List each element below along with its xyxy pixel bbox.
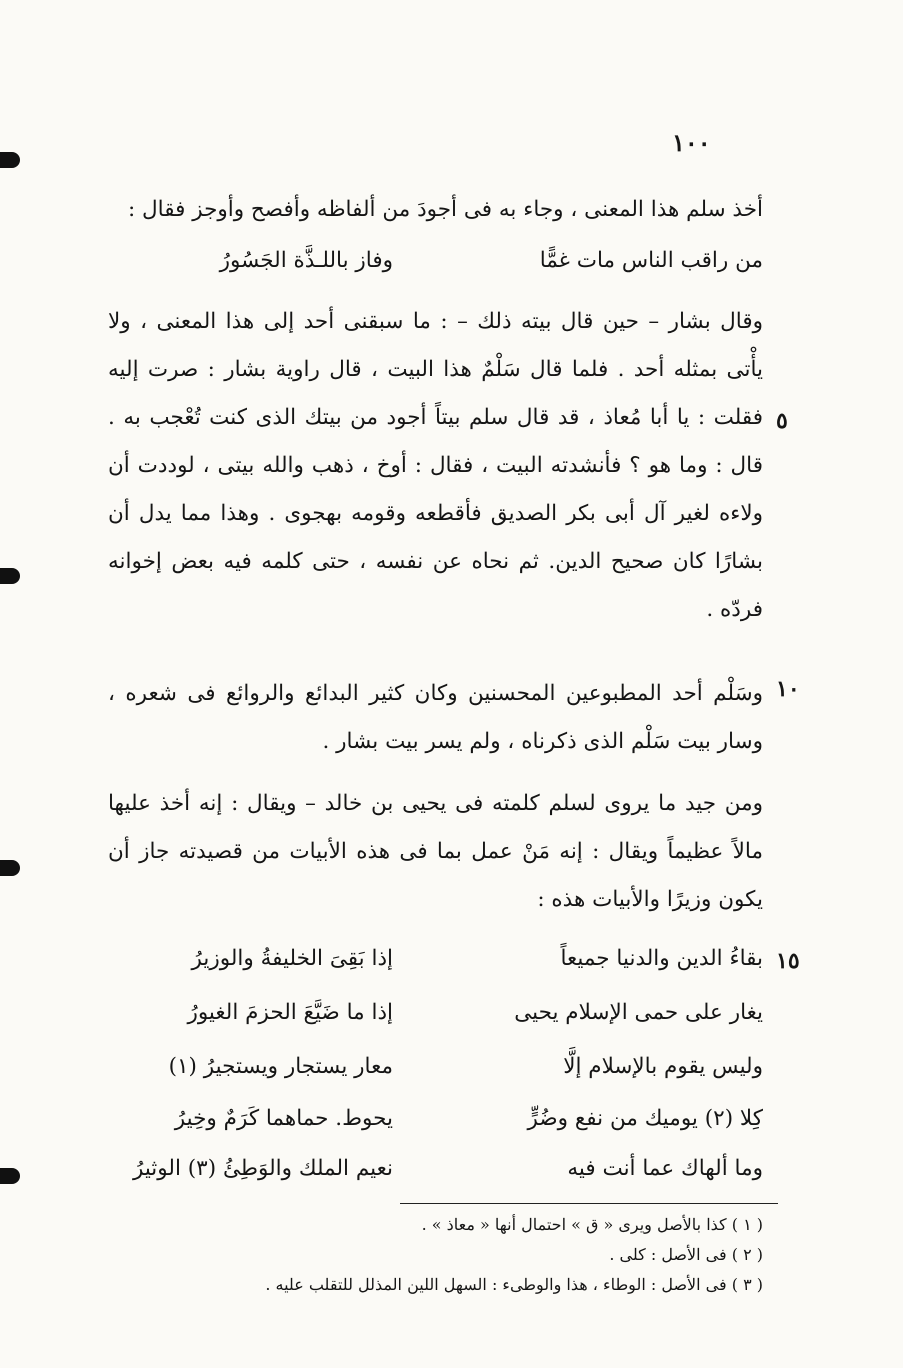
scan-margin-mark [0, 152, 20, 168]
footnotes [163, 1210, 763, 1300]
poem-verse [108, 1106, 763, 1150]
scan-margin-mark [0, 860, 20, 876]
poem-second-hemistich: معار يستجار ويستجيرُ (١) [168, 1054, 393, 1079]
poem-verse [108, 1156, 763, 1200]
scan-margin-mark [0, 568, 20, 584]
line-number-10: ١٠ [776, 676, 800, 702]
page-number: ١٠٠ [672, 128, 711, 157]
poem-first-hemistich: يغار على حمى الإسلام يحيى [514, 1000, 763, 1025]
paragraph-2: وقال بشار – حين قال بيته ذلك – : ما سبقنى أحد إلى هذا المعنى ، ولا يأْتى بمثله أحد . فلما قال سَلْمٌ هذا البيت ، قال راوية بشار : صرت إليه فقلت : يا أبا مُعاذ ، قد قال سلم بيتاً أجود من بيتك الذى كنت تُعْجب به . قال : وما هو ؟ فأنشدته البيت ، فقال : أوخ ، ذهب والله بيتى ، لوددت أن ولاءه لغير آل أبى بكر الصديق فأقطعه وقومه بهجوى . وهذا مما يدل أن بشارًا كان صحيح الدين. ثم نحاه عن نفسه ، حتى كلمه فيه بعض إخوانه فردّه . [108, 309, 763, 622]
poem-first-hemistich: بقاءُ الدين والدنيا جميعاً [560, 946, 763, 971]
poem-first-hemistich: وما ألهاك عما أنت فيه [567, 1156, 763, 1181]
poem-second-hemistich: إذا ما ضَيَّعَ الحزمَ الغيورُ [187, 1000, 393, 1025]
verse-first-hemistich: من راقب الناس مات غمًّا [539, 248, 763, 273]
poem-verse [108, 946, 763, 990]
poem-verse [108, 1000, 763, 1044]
line-number-5: ٥ [776, 408, 788, 434]
footnote-1: ( ١ ) كذا بالأصل ويرى « ق » احتمال أنها « معاذ » . [421, 1215, 763, 1234]
footnote-3: ( ٣ ) فى الأصل : الوطاء ، هذا والوطىء : السهل اللين المذلل للتقلب عليه . [265, 1275, 763, 1294]
paragraph-4: ومن جيد ما يروى لسلم كلمته فى يحيى بن خالد – ويقال : إنه أخذ عليها مالاً عظيماً ويقال : إنه مَنْ عمل بما فى هذه الأبيات من قصيدته جاز أن يكون وزيرًا والأبيات هذه : [108, 791, 763, 912]
verse-line [108, 248, 763, 292]
footnote-divider [400, 1203, 778, 1204]
poem-second-hemistich: نعيم الملك والوَطِئُ (٣) الوثيرُ [132, 1156, 393, 1181]
poem-first-hemistich: وليس يقوم بالإسلام إلَّا [563, 1054, 763, 1079]
paragraph-3: وسَلْم أحد المطبوعين المحسنين وكان كثير البدائع والروائع فى شعره ، وسار بيت سَلْم الذى ذكرناه ، ولم يسر بيت بشار . [108, 681, 763, 754]
scan-margin-mark [0, 1168, 20, 1184]
poem-second-hemistich: إذا بَقِىَ الخليفةُ والوزيرُ [191, 946, 393, 971]
poem-second-hemistich: يحوط. حماهما كَرَمٌ وخِيرُ [174, 1106, 393, 1131]
paragraph-1: أخذ سلم هذا المعنى ، وجاء به فى أجودَ من ألفاظه وأفصح وأوجز فقال : [127, 197, 763, 222]
poem-first-hemistich: كِلا (٢) يوميك من نفع وضُرٍّ [527, 1106, 763, 1131]
poem-verse [108, 1054, 763, 1098]
line-number-15: ١٥ [776, 948, 800, 974]
footnote-2: ( ٢ ) فى الأصل : كلى . [609, 1245, 763, 1264]
verse-second-hemistich: وفاز باللـذَّة الجَسُورُ [219, 248, 393, 273]
